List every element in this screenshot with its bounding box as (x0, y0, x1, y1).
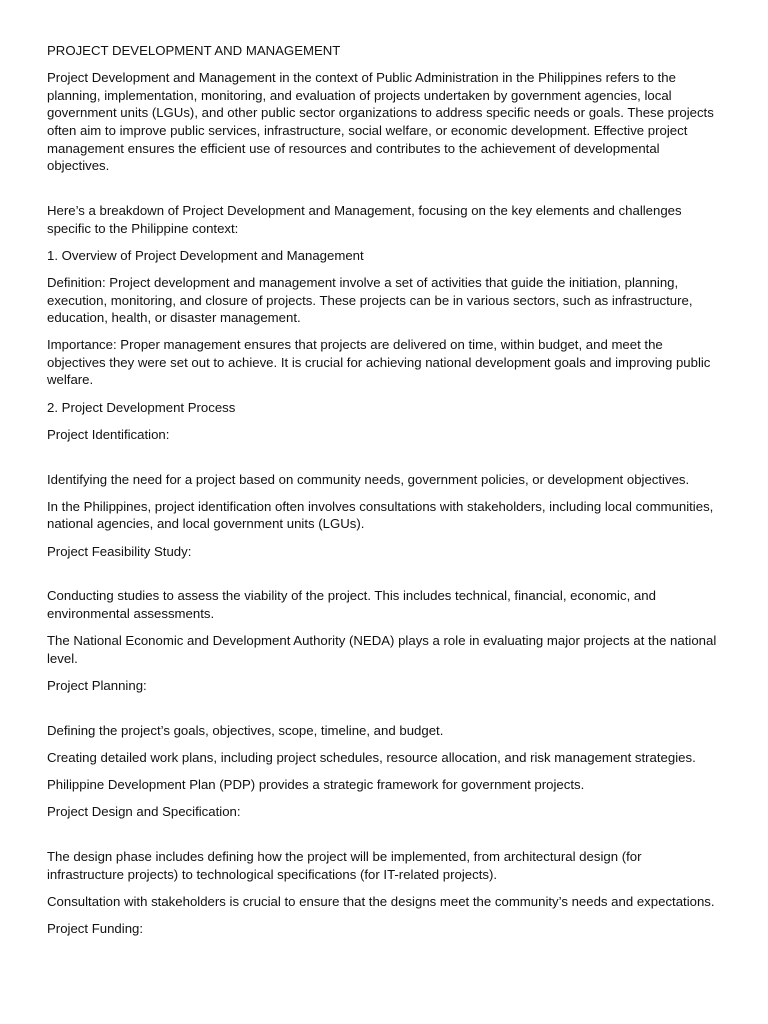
planning-paragraph-2: Creating detailed work plans, including project schedules, resource allocation, and risk management strategies. (47, 749, 696, 765)
subheading-feasibility: Project Feasibility Study: (47, 543, 192, 559)
section-heading-process: 2. Project Development Process (47, 399, 236, 415)
definition-paragraph: Definition: Project development and management involve a set of activities that guide the initiation, planning, execution, monitoring, and closure of projects. These projects can be in various sectors, such as infrastructure, education, health, or disaster management. (47, 274, 693, 326)
subheading-funding: Project Funding: (47, 921, 144, 937)
breakdown-intro-paragraph: Here’s a breakdown of Project Development and Management, focusing on the key elements and challenges specific to the Philippine context: (47, 202, 682, 236)
importance-paragraph: Importance: Proper management ensures that projects are delivered on time, within budget, and meet the objectives they were set out to achieve. It is crucial for achieving national development goals and improving public welfare. (47, 337, 711, 388)
planning-paragraph-3: Philippine Development Plan (PDP) provides a strategic framework for government projects. (47, 777, 585, 793)
feasibility-paragraph-1: Conducting studies to assess the viability of the project. This includes technical, financial, economic, and environmental assessments. (47, 588, 656, 621)
document-title: PROJECT DEVELOPMENT AND MANAGEMENT (47, 43, 341, 58)
subheading-design: Project Design and Specification: (47, 804, 241, 820)
design-paragraph-1: The design phase includes defining how the project will be implemented, from architectural design (for infrastructure projects) to technological specifications (for IT-related projects). (47, 849, 642, 882)
design-paragraph-2: Consultation with stakeholders is crucial to ensure that the designs meet the community’s needs and expectations. (47, 893, 715, 909)
identification-paragraph-2: In the Philippines, project identification often involves consultations with stakeholders, including local communities, national agencies, and local government units (LGUs). (47, 498, 714, 532)
section-heading-overview: 1. Overview of Project Development and Management (47, 247, 364, 263)
subheading-planning: Project Planning: (47, 677, 147, 693)
feasibility-paragraph-2: The National Economic and Development Authority (NEDA) plays a role in evaluating major projects at the national level. (47, 633, 717, 666)
document-page (47, 42, 722, 947)
planning-paragraph-1: Defining the project’s goals, objectives, scope, timeline, and budget. (47, 722, 444, 738)
identification-paragraph-1: Identifying the need for a project based on community needs, government policies, or development objectives. (47, 471, 690, 487)
intro-paragraph: Project Development and Management in the context of Public Administration in the Philippines refers to the planning, implementation, monitoring, and evaluation of projects undertaken by government agencies, local government units (LGUs), and other public sector organizations to address specific needs or goals. These projects often aim to improve public services, infrastructure, social welfare, or economic development. Effective project management ensures the efficient use of resources and contributes to the achievement of developmental objectives. (47, 70, 714, 174)
subheading-identification: Project Identification: (47, 426, 170, 442)
